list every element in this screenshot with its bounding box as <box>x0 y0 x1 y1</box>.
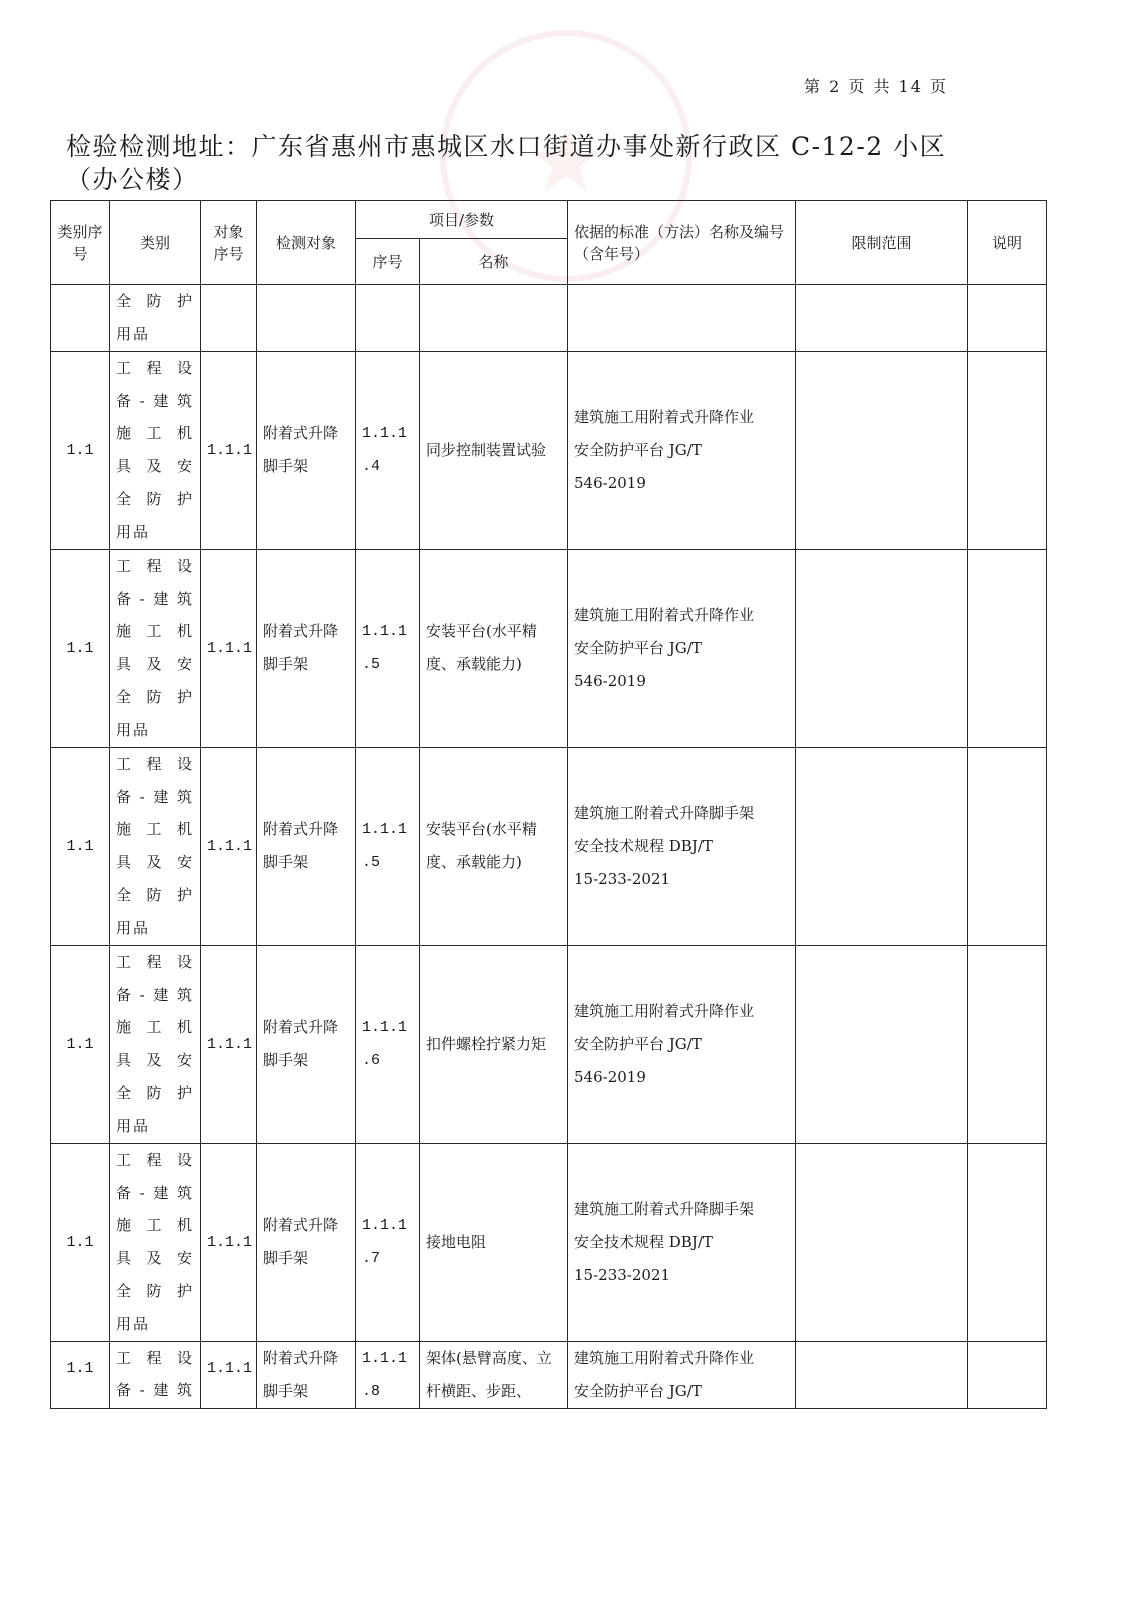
item-name-cell: 扣件螺栓拧紧力矩 <box>420 945 568 1143</box>
category-line: 全 防 护 <box>116 885 194 904</box>
category-line: 施 工 机 <box>116 622 194 641</box>
category-line: 用品 <box>116 918 151 937</box>
standard-line: 546-2019 <box>574 473 646 492</box>
category-cell <box>110 285 201 352</box>
object-cell: 附着式升降脚手架 <box>257 747 356 945</box>
header-item-no: 序号 <box>356 239 420 285</box>
cell-empty <box>796 285 968 352</box>
category-line: 用品 <box>116 324 151 343</box>
category-line: 备-建筑 <box>116 1183 194 1202</box>
page-number: 第 2 页 共 14 页 <box>804 77 948 96</box>
cell-empty <box>51 285 110 352</box>
limit-cell <box>796 1341 968 1408</box>
standard-line: 建筑施工附着式升降脚手架 <box>574 1199 755 1218</box>
table-row <box>51 549 1047 747</box>
item-no-line: .7 <box>362 1250 381 1268</box>
limit-cell <box>796 747 968 945</box>
standard-line: 15-233-2021 <box>574 1265 671 1284</box>
object-cell: 附着式升降脚手架 <box>257 1341 356 1408</box>
standard-line: 安全防护平台 JG/T <box>574 638 702 657</box>
category-no-cell: 1.1 <box>51 549 110 747</box>
object-no-cell: 1.1.1 <box>201 549 257 747</box>
category-line: 全 防 护 <box>116 292 194 310</box>
object-cell: 附着式升降脚手架 <box>257 351 356 549</box>
item-no-cell <box>356 549 420 747</box>
limit-cell <box>796 945 968 1143</box>
note-cell <box>968 747 1047 945</box>
note-cell <box>968 549 1047 747</box>
item-no-cell <box>356 945 420 1143</box>
header-object: 检测对象 <box>257 201 356 285</box>
category-line: 工 程 设 <box>116 1150 194 1169</box>
category-line: 备-建筑 <box>116 787 194 806</box>
note-cell <box>968 945 1047 1143</box>
standard-line: 建筑施工用附着式升降作业 <box>574 605 755 624</box>
header-note: 说明 <box>968 201 1047 285</box>
category-line: 工 程 设 <box>116 952 194 971</box>
category-line: 用品 <box>116 522 151 541</box>
category-line: 全 防 护 <box>116 1281 194 1300</box>
category-no-cell: 1.1 <box>51 351 110 549</box>
object-no-cell: 1.1.1 <box>201 1143 257 1341</box>
category-no-cell: 1.1 <box>51 1341 110 1408</box>
category-line: 用品 <box>116 1116 151 1135</box>
category-no-cell: 1.1 <box>51 1143 110 1341</box>
note-cell <box>968 351 1047 549</box>
category-line: 用品 <box>116 720 151 739</box>
standard-line: 安全防护平台 JG/T <box>574 1034 702 1053</box>
standard-line: 546-2019 <box>574 671 646 690</box>
category-line: 具 及 安 <box>116 1051 194 1070</box>
category-line: 具 及 安 <box>116 655 194 674</box>
item-no-cell <box>356 1341 420 1408</box>
category-line: 备-建筑 <box>116 589 194 608</box>
category-line: 备-建筑 <box>116 985 194 1004</box>
category-line: 备-建筑 <box>116 391 194 410</box>
item-name-cell: 同步控制装置试验 <box>420 351 568 549</box>
item-no-line: .5 <box>362 854 381 872</box>
note-cell <box>968 1143 1047 1341</box>
item-name-cell: 架体(悬臂高度、立杆横距、步距、 <box>420 1341 568 1408</box>
table-row-continuation <box>51 285 1047 352</box>
header-category: 类别 <box>110 201 201 285</box>
header-limit: 限制范围 <box>796 201 968 285</box>
item-no-line: .6 <box>362 1052 381 1070</box>
cell-empty <box>968 285 1047 352</box>
object-cell: 附着式升降脚手架 <box>257 549 356 747</box>
cell-empty <box>201 285 257 352</box>
item-no-line: .8 <box>362 1382 381 1400</box>
item-no-cell <box>356 1143 420 1341</box>
category-line: 工 程 设 <box>116 358 194 377</box>
standard-cell <box>568 1143 796 1341</box>
cell-empty <box>257 285 356 352</box>
item-no-line: .4 <box>362 458 381 476</box>
header-standard: 依据的标准（方法）名称及编号（含年号） <box>568 201 796 285</box>
standard-line: 546-2019 <box>574 1067 646 1086</box>
object-no-cell: 1.1.1 <box>201 747 257 945</box>
standard-line: 安全防护平台 JG/T <box>574 1381 702 1400</box>
limit-cell <box>796 549 968 747</box>
category-no-cell: 1.1 <box>51 945 110 1143</box>
category-cell <box>110 549 201 747</box>
standard-cell <box>568 945 796 1143</box>
category-cell <box>110 747 201 945</box>
category-line: 工 程 设 <box>116 556 194 575</box>
category-line: 施 工 机 <box>116 1018 194 1037</box>
seal-star-icon: ★ <box>525 108 607 214</box>
header-object-no: 对象序号 <box>201 201 257 285</box>
item-no-line: .5 <box>362 656 381 674</box>
table-row <box>51 1143 1047 1341</box>
item-no-line: 1.1.1 <box>362 1349 408 1367</box>
standard-line: 建筑施工用附着式升降作业 <box>574 407 755 426</box>
object-cell: 附着式升降脚手架 <box>257 1143 356 1341</box>
standard-cell <box>568 747 796 945</box>
category-cell <box>110 1341 201 1408</box>
standard-line: 15-233-2021 <box>574 869 671 888</box>
category-line: 工 程 设 <box>116 1348 194 1367</box>
header-item-name: 名称 <box>420 239 568 285</box>
category-cell <box>110 945 201 1143</box>
standard-line: 建筑施工用附着式升降作业 <box>574 1348 755 1367</box>
cell-empty <box>568 285 796 352</box>
object-no-cell: 1.1.1 <box>201 351 257 549</box>
standard-line: 安全技术规程 DBJ/T <box>574 836 713 855</box>
item-no-line: 1.1.1 <box>362 1019 408 1037</box>
table-row <box>51 945 1047 1143</box>
category-line: 工 程 设 <box>116 754 194 773</box>
category-line: 施 工 机 <box>116 424 194 443</box>
header-category-no: 类别序号 <box>51 201 110 285</box>
category-line: 具 及 安 <box>116 853 194 872</box>
category-line: 全 防 护 <box>116 489 194 508</box>
note-cell <box>968 1341 1047 1408</box>
table-row <box>51 1341 1047 1408</box>
testing-address: 检验检测地址：广东省惠州市惠城区水口街道办事处新行政区 C-12-2 小区（办公楼） <box>66 132 947 194</box>
item-no-line: 1.1.1 <box>362 821 408 839</box>
item-name-cell: 接地电阻 <box>420 1143 568 1341</box>
item-no-line: 1.1.1 <box>362 623 408 641</box>
category-cell <box>110 1143 201 1341</box>
header-item-param: 项目/参数 <box>356 201 568 239</box>
standard-line: 安全技术规程 DBJ/T <box>574 1232 713 1251</box>
standard-cell <box>568 351 796 549</box>
limit-cell <box>796 351 968 549</box>
category-line: 施 工 机 <box>116 1216 194 1235</box>
item-no-cell <box>356 747 420 945</box>
category-line: 全 防 护 <box>116 1083 194 1102</box>
standard-cell <box>568 1341 796 1408</box>
item-no-line: 1.1.1 <box>362 425 408 443</box>
standard-line: 建筑施工用附着式升降作业 <box>574 1001 755 1020</box>
category-no-cell: 1.1 <box>51 747 110 945</box>
scope-table <box>50 200 1047 1409</box>
category-line: 用品 <box>116 1314 151 1333</box>
category-cell <box>110 351 201 549</box>
standard-line: 安全防护平台 JG/T <box>574 440 702 459</box>
standard-cell <box>568 549 796 747</box>
table-row <box>51 351 1047 549</box>
object-cell: 附着式升降脚手架 <box>257 945 356 1143</box>
category-line: 全 防 护 <box>116 687 194 706</box>
standard-line: 建筑施工附着式升降脚手架 <box>574 803 755 822</box>
category-line: 备-建筑 <box>116 1381 194 1400</box>
item-no-line: 1.1.1 <box>362 1217 408 1235</box>
category-line: 施 工 机 <box>116 820 194 839</box>
object-no-cell: 1.1.1 <box>201 1341 257 1408</box>
category-line: 具 及 安 <box>116 457 194 476</box>
item-no-cell <box>356 351 420 549</box>
category-line: 具 及 安 <box>116 1249 194 1268</box>
cell-empty <box>356 285 420 352</box>
table-row <box>51 747 1047 945</box>
item-name-cell: 安装平台(水平精度、承载能力) <box>420 549 568 747</box>
object-no-cell: 1.1.1 <box>201 945 257 1143</box>
limit-cell <box>796 1143 968 1341</box>
cell-empty <box>420 285 568 352</box>
item-name-cell: 安装平台(水平精度、承载能力) <box>420 747 568 945</box>
